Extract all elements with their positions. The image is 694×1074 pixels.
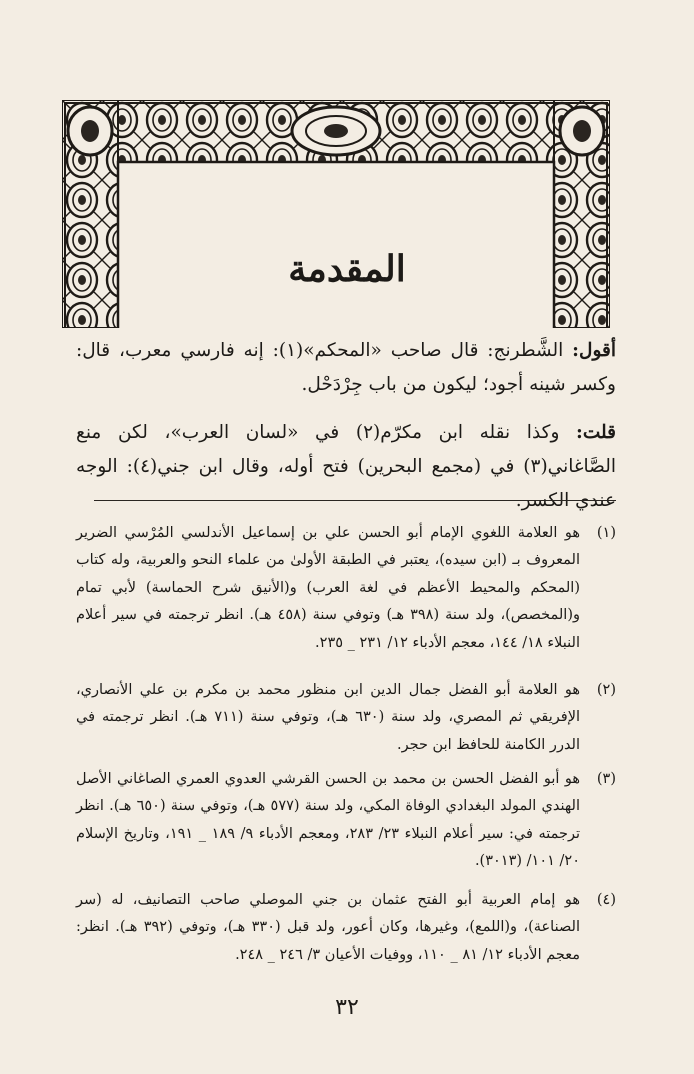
- paragraph-2-text: وكذا نقله ابن مكرّم(٢) في «لسان العرب»، لكن منع الصَّاغاني(٣) في (مجمع البحرين) فتح أوله، وقال ابن جني(٤): الوجه عندي الكسر.: [76, 422, 616, 511]
- paragraph-2-lead: قلت:: [576, 422, 616, 443]
- footnote-text: هو العلامة اللغوي الإمام أبو الحسن علي بن إسماعيل الأندلسي المُرْسي الضرير المعروف بـ (ابن سيده)، يعتبر في الطبقة الأولىٰ من علماء النحو والعربية، وله كتاب (المحكم والمحيط الأعظم في لغة العرب) و(الأنيق شرح الحماسة) لأبي تمام و(المخصص)، ولد سنة (٣٩٨ هـ) وتوفي سنة (٤٥٨ هـ). انظر ترجمته في سير أعلام النبلاء ١٨/ ١٤٤، معجم الأدباء ١٢/ ٢٣١ _ ٢٣٥.: [76, 525, 580, 651]
- paragraph-2: [76, 416, 616, 518]
- paragraph-1-lead: أقول:: [572, 340, 616, 361]
- footnote-text: هو أبو الفضل الحسن بن محمد بن الحسن القرشي العدوي العمري الصاغاني الأصل الهندي المولد البغدادي الوفاة المكي، ولد سنة (٥٧٧ هـ)، وتوفي سنة (٦٥٠ هـ). انظر ترجمته في: سير أعلام النبلاء ٢٣/ ٢٨٣، ومعجم الأدباء ٩/ ١٨٩ _ ١٩١، وتاريخ الإسلام ٢٠/ ١٠١/ (٣٠١٣).: [76, 771, 581, 870]
- footnote-number: (٤): [596, 892, 616, 908]
- footnote-text: هو إمام العربية أبو الفتح عثمان بن جني الموصلي صاحب التصانيف، له (سر الصناعة)، و(اللمع)، وغيرها، وكان أعور، ولد قبل (٣٣٠ هـ)، وتوفي (٣٩٢ هـ). انظر: معجم الأدباء ١٢/ ٨١ _ ١١٠، ووفيات الأعيان ٣/ ٢٤٦ _ ٢٤٨.: [76, 892, 580, 963]
- chapter-heading: المقدمة: [288, 248, 406, 290]
- footnote-3: [76, 766, 616, 876]
- ornamental-frame: [62, 100, 610, 328]
- footnote-number: (٢): [596, 682, 616, 698]
- footnote-number: (١): [596, 525, 616, 541]
- footnote-1: [76, 520, 616, 657]
- footnote-2: [76, 677, 616, 759]
- footnote-4: [76, 887, 616, 969]
- page-number: ٣٢: [335, 995, 359, 1020]
- footnote-text: هو العلامة أبو الفضل جمال الدين ابن منظور محمد بن مكرم بن علي الأنصاري، الإفريقي ثم المصري، ولد سنة (٦٣٠ هـ)، وتوفي سنة (٧١١ هـ). انظر ترجمته في الدرر الكامنة للحافظ ابن حجر.: [76, 682, 581, 753]
- footnote-divider: [94, 500, 616, 501]
- footnote-number: (٣): [596, 771, 616, 787]
- paragraph-1: [76, 334, 616, 402]
- paragraph-1-text: الشَّطرنج: قال صاحب «المحكم»(١): إنه فارسي معرب، قال: وكسر شينه أجود؛ ليكون من باب جِرْدَحْل.: [76, 340, 616, 395]
